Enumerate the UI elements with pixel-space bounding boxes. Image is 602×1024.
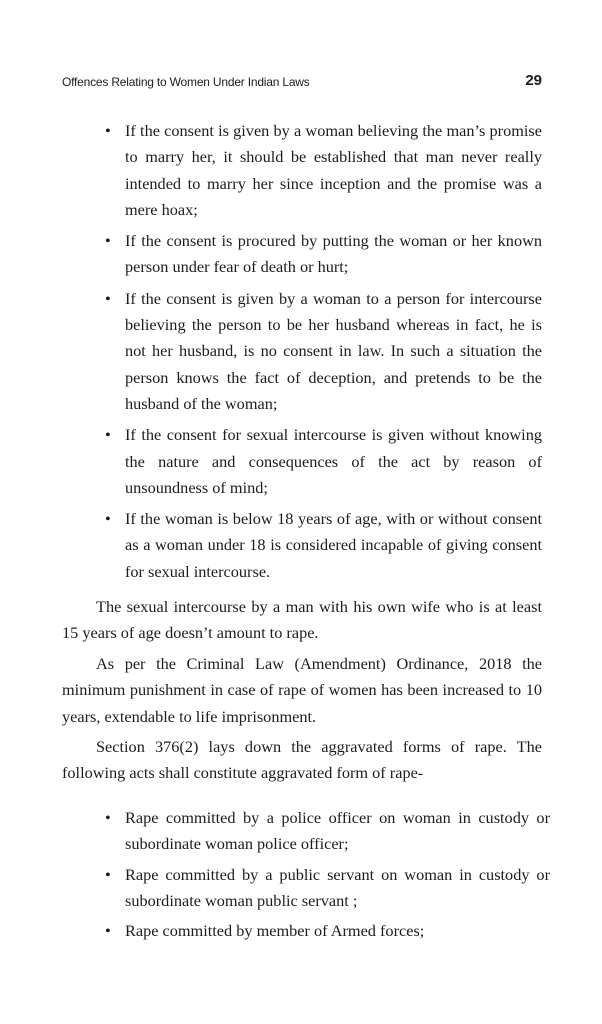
consent-bullet-item: • If the consent for sexual intercourse is given without knowing the nature and consequences of the act by reason of unsoundness of mind; bbox=[105, 422, 542, 501]
aggravated-bullet-list bbox=[105, 805, 550, 948]
aggravated-bullet-item: • Rape committed by a police officer on woman in custody or subordinate woman police officer; bbox=[105, 805, 550, 858]
consent-bullet-item: • If the consent is given by a woman to a person for intercourse believing the person to be her husband whereas in fact, he is not her husband, is no consent in law. In such a situation the person knows the fact of deception, and pretends to be the husband of the woman; bbox=[105, 286, 542, 417]
running-title: Offences Relating to Women Under Indian Laws bbox=[62, 75, 310, 89]
aggravated-bullet-item: • Rape committed by member of Armed forces; bbox=[105, 918, 550, 944]
consent-bullet-item: • If the consent is given by a woman believing the man’s promise to marry her, it should be established that man never really intended to marry her since inception and the promise was a mere hoax; bbox=[105, 118, 542, 223]
running-head bbox=[62, 74, 542, 92]
paragraph-aggravated-forms: Section 376(2) lays down the aggravated forms of rape. The following acts shall constitute aggravated form of rape- bbox=[62, 737, 542, 783]
consent-bullet-list bbox=[105, 118, 542, 590]
aggravated-bullet-item: • Rape committed by a public servant on woman in custody or subordinate woman public servant ; bbox=[105, 862, 550, 915]
paragraph-minimum-punishment: As per the Criminal Law (Amendment) Ordinance, 2018 the minimum punishment in case of rape of women has been increased to 10 years, extendable to life imprisonment. bbox=[62, 654, 542, 726]
page-number: 29 bbox=[525, 72, 542, 89]
paragraph-marital-exception: The sexual intercourse by a man with his own wife who is at least 15 years of age doesn’t amount to rape. bbox=[62, 597, 542, 643]
consent-bullet-item: • If the consent is procured by putting the woman or her known person under fear of death or hurt; bbox=[105, 228, 542, 281]
consent-bullet-item: • If the woman is below 18 years of age, with or without consent as a woman under 18 is considered incapable of giving consent for sexual intercourse. bbox=[105, 506, 542, 585]
